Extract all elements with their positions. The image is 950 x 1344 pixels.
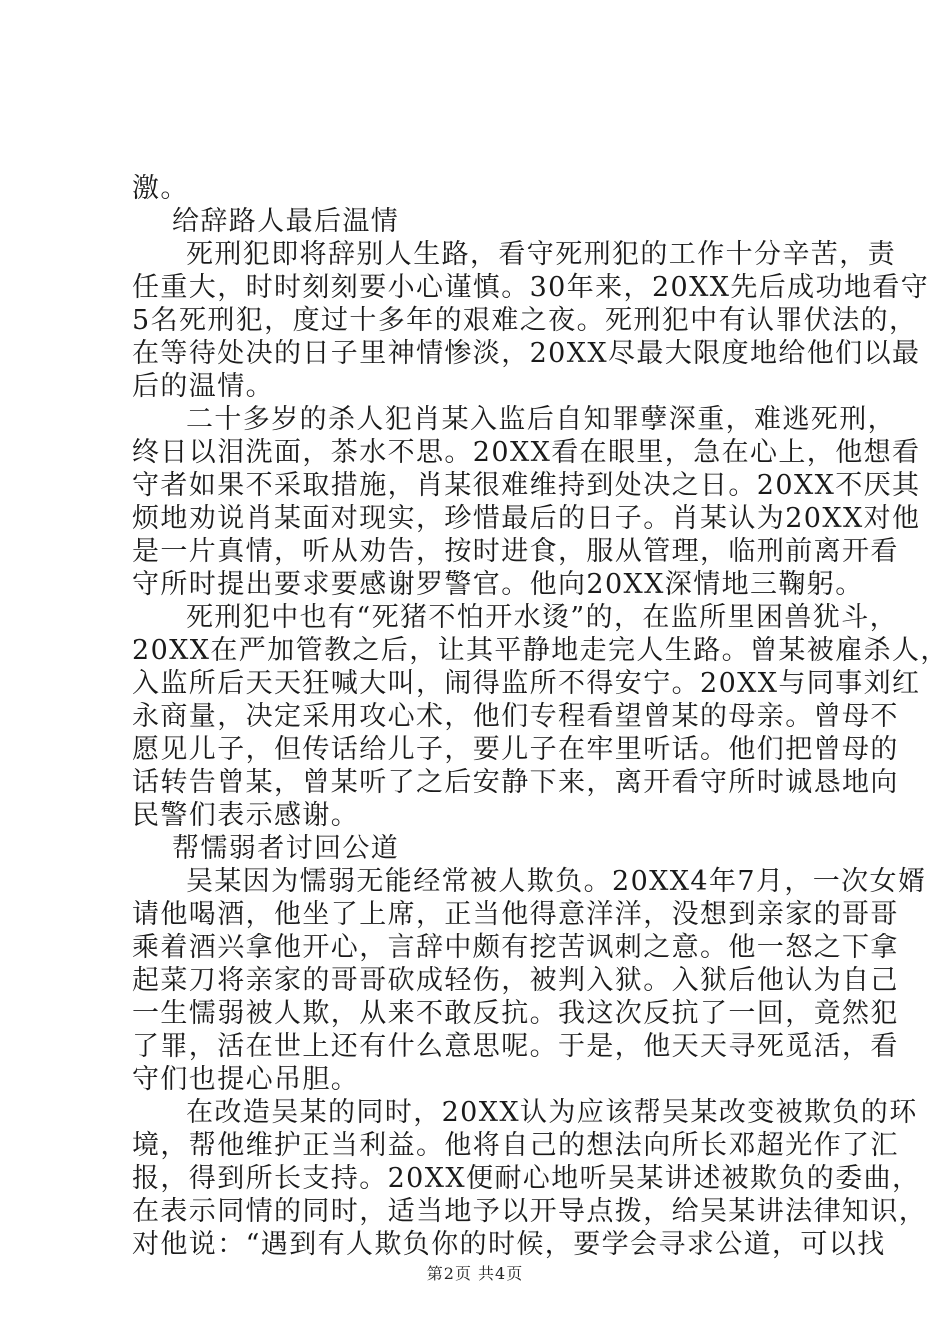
text-line: 5名死刑犯，度过十多年的艰难之夜。死刑犯中有认罪伏法的， bbox=[132, 305, 918, 336]
text-line: 死刑犯中也有“死猪不怕开水烫”的，在监所里困兽犹斗， bbox=[186, 602, 899, 633]
text-line: 任重大，时时刻刻要小心谨慎。30年来，20XX先后成功地看守 bbox=[132, 272, 930, 303]
text-line: 了罪，活在世上还有什么意思呢。于是，他天天寻死觅活，看 bbox=[132, 1031, 899, 1062]
text-line: 终日以泪洗面，茶水不思。20XX看在眼里，急在心上，他想看 bbox=[132, 437, 921, 468]
section-heading: 给辞路人最后温情 bbox=[172, 206, 400, 237]
text-line: 报，得到所长支持。20XX便耐心地听吴某讲述被欺负的委曲， bbox=[132, 1163, 921, 1194]
text-line: 守们也提心吊胆。 bbox=[132, 1064, 360, 1095]
text-line: 入监所后天天狂喊大叫，闹得监所不得安宁。20XX与同事刘红 bbox=[132, 668, 921, 699]
text-line: 守者如果不采取措施，肖某很难维持到处决之日。20XX不厌其 bbox=[132, 470, 921, 501]
text-line: 起菜刀将亲家的哥哥砍成轻伤，被判入狱。入狱后他认为自己 bbox=[132, 965, 899, 996]
text-line: 民警们表示感谢。 bbox=[132, 800, 360, 831]
text-line: 话转告曾某，曾某听了之后安静下来，离开看守所时诚恳地向 bbox=[132, 767, 899, 798]
text-line: 在表示同情的同时，适当地予以开导点拨，给吴某讲法律知识， bbox=[132, 1196, 928, 1227]
text-line: 一生懦弱被人欺，从来不敢反抗。我这次反抗了一回，竟然犯 bbox=[132, 998, 899, 1029]
text-line: 对他说：“遇到有人欺负你的时候，要学会寻求公道，可以找 bbox=[132, 1229, 886, 1260]
text-line: 激。 bbox=[132, 173, 189, 204]
text-line: 愿见儿子，但传话给儿子，要儿子在牢里听话。他们把曾母的 bbox=[132, 734, 899, 765]
text-line: 乘着酒兴拿他开心，言辞中颇有挖苦讽刺之意。他一怒之下拿 bbox=[132, 932, 899, 963]
text-line: 在等待处决的日子里神情惨淡，20XX尽最大限度地给他们以最 bbox=[132, 338, 921, 369]
text-line: 吴某因为懦弱无能经常被人欺负。20XX4年7月，一次女婿 bbox=[186, 866, 927, 897]
text-line: 永商量，决定采用攻心术，他们专程看望曾某的母亲。曾母不 bbox=[132, 701, 899, 732]
text-line: 守所时提出要求要感谢罗警官。他向20XX深情地三鞠躬。 bbox=[132, 569, 864, 600]
text-line: 后的温情。 bbox=[132, 371, 274, 402]
text-line: 20XX在严加管教之后，让其平静地走完人生路。曾某被雇杀人， bbox=[132, 635, 949, 666]
text-line: 境，帮他维护正当利益。他将自己的想法向所长邓超光作了汇 bbox=[132, 1130, 899, 1161]
text-line: 二十多岁的杀人犯肖某入监后自知罪孽深重，难逃死刑， bbox=[186, 404, 896, 435]
text-line: 请他喝酒，他坐了上席，正当他得意洋洋，没想到亲家的哥哥 bbox=[132, 899, 899, 930]
text-line: 是一片真情，听从劝告，按时进食，服从管理，临刑前离开看 bbox=[132, 536, 899, 567]
text-line: 烦地劝说肖某面对现实，珍惜最后的日子。肖某认为20XX对他 bbox=[132, 503, 921, 534]
page-number: 第2页 共4页 bbox=[426, 1264, 524, 1283]
text-line: 在改造吴某的同时，20XX认为应该帮吴某改变被欺负的环 bbox=[186, 1097, 918, 1128]
document-body bbox=[132, 172, 949, 1261]
section-heading: 帮懦弱者讨回公道 bbox=[172, 833, 400, 864]
text-line: 死刑犯即将辞别人生路，看守死刑犯的工作十分辛苦，责 bbox=[186, 239, 896, 270]
